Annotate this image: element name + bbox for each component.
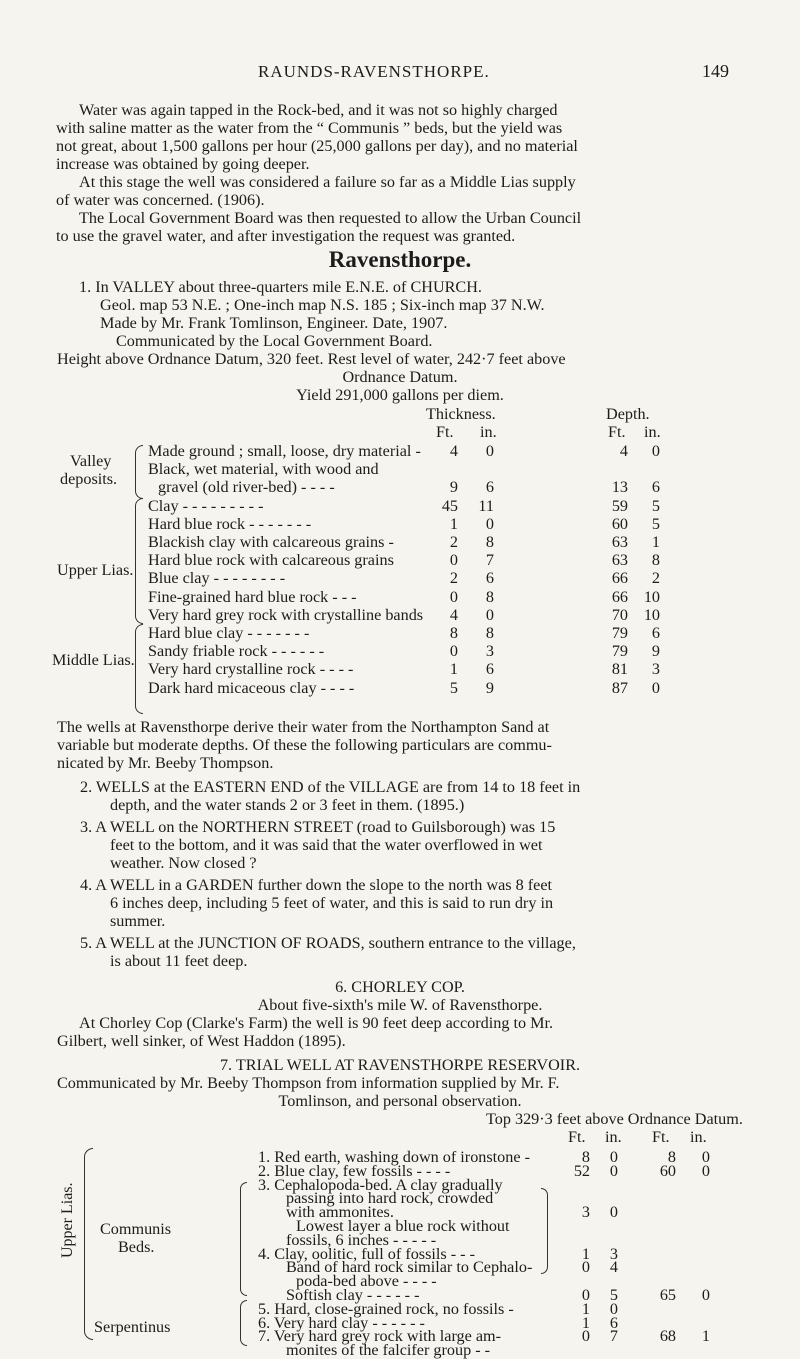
intro-line: The Local Government Board was then requested to allow the Urban Council [79, 209, 582, 227]
chorley-line: About five-sixth's mile W. of Ravensthorpe. [257, 996, 543, 1014]
d-ft-value: 4 [619, 442, 628, 460]
in-header: in. [644, 423, 661, 441]
d-in-value: 10 [643, 605, 660, 624]
t-in-value: 6 [485, 478, 494, 497]
intro-line: not great, about 1,500 gallons per hour (25,000 gallons per day), and no material [56, 137, 578, 155]
layer-description: Hard blue rock - - - - - - - [148, 514, 312, 533]
in-header: in. [690, 1128, 707, 1146]
t-in-value: 0 [485, 514, 494, 533]
wells-line: feet to the bottom, and it was said that the water overflowed in wet [110, 836, 543, 854]
well1-line: 1. In VALLEY about three-quarters mile E.N.E. of CHURCH. [79, 278, 482, 296]
layer-description: Fine-grained hard blue rock - - - [148, 587, 357, 606]
well1-line: Communicated by the Local Government Board. [116, 332, 433, 350]
d-ft-value: 79 [611, 642, 628, 661]
t-in-value: 0 [485, 442, 494, 460]
t-ft-value: 0 [581, 1286, 590, 1304]
t-ft-value: 0 [449, 587, 458, 606]
intro-line: with saline matter as the water from the “ Communis ” beds, but the yield was [56, 119, 563, 137]
t-ft-value: 4 [449, 605, 458, 624]
trial-heading: 7. TRIAL WELL AT RAVENSTHORPE RESERVOIR. [219, 1056, 581, 1074]
d-in-value: 1 [701, 1327, 710, 1346]
ft-header: Ft. [436, 423, 454, 441]
d-in-value: 9 [651, 642, 660, 661]
d-in-value: 10 [643, 587, 660, 606]
t-in-value: 6 [609, 1313, 618, 1332]
d-in-value: 1 [651, 533, 660, 551]
t-ft-value: 45 [441, 496, 458, 515]
wells-line: weather. Now closed ? [110, 854, 257, 872]
d-ft-value: 63 [611, 533, 628, 551]
t-ft-value: 1 [581, 1299, 590, 1318]
layer-description: poda-bed above - - - - [296, 1272, 437, 1291]
communis-bracket [240, 1182, 247, 1296]
t-in-value: 4 [609, 1258, 618, 1277]
t-in-value: 8 [485, 533, 494, 551]
layer-description: 3. Cephalopoda-bed. A clay gradually [258, 1175, 503, 1194]
t-ft-value: 4 [449, 442, 458, 460]
t-in-value: 7 [485, 551, 494, 570]
d-ft-value: 70 [611, 605, 628, 624]
d-ft-value: 66 [611, 569, 628, 588]
t-in-value: 5 [609, 1286, 618, 1304]
d-ft-value: 66 [611, 587, 628, 606]
d-in-value: 8 [651, 551, 660, 570]
serpentinus-bracket [240, 1300, 247, 1346]
layer-description: Hard blue clay - - - - - - - [148, 624, 310, 642]
t-in-value: 6 [485, 660, 494, 679]
d-in-value: 6 [651, 478, 660, 497]
layer-description: Softish clay - - - - - - [286, 1286, 420, 1304]
d-ft-value: 87 [611, 678, 628, 697]
intro-line: At this stage the well was considered a failure so far as a Middle Lias supply [79, 173, 576, 191]
t-ft-value: 3 [581, 1203, 590, 1222]
layer-description: Blackish clay with calcareous grains - [148, 533, 394, 551]
t-ft-value: 2 [449, 533, 458, 551]
t-in-value: 9 [485, 678, 494, 697]
d-in-value: 5 [651, 496, 660, 515]
middle-lias-bracket [135, 624, 143, 714]
t-ft-value: 1 [581, 1244, 590, 1263]
layer-description: Band of hard rock similar to Cephalo- [286, 1258, 533, 1277]
t-ft-value: 8 [581, 1148, 590, 1166]
group-label: deposits. [60, 470, 118, 488]
wells-line: variable but moderate depths. Of these the following particulars are commu- [57, 736, 552, 754]
layer-description: Blue clay - - - - - - - - [148, 569, 286, 588]
d-ft-value: 79 [611, 624, 628, 642]
layer-description: passing into hard rock, crowded [286, 1189, 494, 1208]
layer-description: Hard blue rock with calcareous grains [148, 551, 394, 570]
depth-header: Depth. [606, 405, 650, 423]
wells-line: depth, and the water stands 2 or 3 feet in them. (1895.) [110, 796, 465, 814]
well1-line: Geol. map 53 N.E. ; One-inch map N.S. 185 ; Six-inch map 37 N.W. [100, 296, 545, 314]
ft-header: Ft. [652, 1128, 670, 1146]
t-in-value: 8 [485, 624, 494, 642]
trial-line: Communicated by Mr. Beeby Thompson from information supplied by Mr. F. [57, 1074, 560, 1092]
t-in-value: 0 [485, 605, 494, 624]
d-in-value: 0 [701, 1148, 710, 1166]
t-ft-value: 8 [449, 624, 458, 642]
upper-lias-bracket [135, 498, 143, 624]
d-ft-value: 63 [611, 551, 628, 570]
valley-bracket [135, 445, 143, 499]
wells-line: 5. A WELL at the JUNCTION OF ROADS, southern entrance to the village, [80, 934, 576, 952]
d-ft-value: 60 [659, 1161, 676, 1180]
t-in-value: 0 [609, 1299, 618, 1318]
layer-description: monites of the falcifer group - - [286, 1341, 491, 1359]
layer-description: 2. Blue clay, few fossils - - - - [258, 1161, 451, 1180]
well1-line: Yield 291,000 gallons per diem. [296, 386, 504, 404]
layer-description: Lowest layer a blue rock without [296, 1217, 510, 1235]
group-label: Beds. [118, 1238, 155, 1256]
d-ft-value: 60 [611, 514, 628, 533]
d-in-value: 5 [651, 514, 660, 533]
upper-lias-bracket [84, 1148, 93, 1340]
d-in-value: 0 [701, 1286, 710, 1304]
wells-line: 3. A WELL on the NORTHERN STREET (road to Guilsborough) was 15 [80, 818, 556, 836]
cephalopoda-bracket [541, 1188, 548, 1274]
layer-description: fossils, 6 inches - - - - - [286, 1230, 437, 1249]
ft-header: Ft. [568, 1128, 586, 1146]
wells-line: The wells at Ravensthorpe derive their water from the Northampton Sand at [57, 718, 550, 736]
t-in-value: 3 [485, 642, 494, 661]
d-in-value: 2 [651, 569, 660, 588]
thickness-header: Thickness. [426, 405, 496, 423]
layer-description: Very hard grey rock with crystalline bands [148, 605, 424, 624]
t-ft-value: 1 [449, 514, 458, 533]
well1-line: Ordnance Datum. [342, 368, 458, 386]
d-ft-value: 59 [611, 496, 628, 515]
layer-description: with ammonites. [286, 1203, 394, 1222]
t-in-value: 0 [609, 1161, 618, 1180]
layer-description: Dark hard micaceous clay - - - - [148, 678, 355, 697]
t-ft-value: 1 [449, 660, 458, 679]
wells-line: 6 inches deep, including 5 feet of water, and this is said to run dry in [110, 894, 554, 912]
chorley-line: Gilbert, well sinker, of West Haddon (1895). [57, 1032, 346, 1050]
well1-line: Made by Mr. Frank Tomlinson, Engineer. Date, 1907. [100, 314, 448, 332]
group-label: Upper Lias. [57, 561, 134, 579]
layer-description: Made ground ; small, loose, dry material - [148, 442, 421, 460]
t-in-value: 6 [485, 569, 494, 588]
wells-line: is about 11 feet deep. [110, 952, 248, 970]
group-label: Valley [70, 452, 112, 470]
t-in-value: 8 [485, 587, 494, 606]
layer-description: gravel (old river-bed) - - - - [158, 478, 335, 497]
t-in-value: 7 [609, 1327, 618, 1346]
d-ft-value: 81 [611, 660, 628, 679]
t-ft-value: 5 [449, 678, 458, 697]
layer-description: Sandy friable rock - - - - - - [148, 642, 325, 661]
layer-description: 5. Hard, close-grained rock, no fossils - [258, 1299, 514, 1318]
layer-description: 1. Red earth, washing down of ironstone - [258, 1148, 530, 1166]
in-header: in. [480, 423, 497, 441]
intro-line: to use the gravel water, and after investigation the request was granted. [56, 227, 516, 245]
group-label: Serpentinus [94, 1318, 171, 1336]
well1-line: Height above Ordnance Datum, 320 feet. Rest level of water, 242·7 feet above [57, 350, 566, 368]
t-in-value: 3 [609, 1244, 618, 1263]
t-ft-value: 0 [581, 1327, 590, 1346]
d-in-value: 3 [651, 660, 660, 679]
t-in-value: 11 [478, 496, 494, 515]
page-number: 149 [702, 61, 729, 81]
t-ft-value: 0 [449, 642, 458, 661]
wells-line: 4. A WELL in a GARDEN further down the slope to the north was 8 feet [80, 876, 553, 894]
d-ft-value: 65 [659, 1286, 676, 1304]
wells-line: summer. [110, 912, 166, 930]
group-label: Communis [100, 1220, 172, 1238]
t-ft-value: 0 [449, 551, 458, 570]
layer-description: Clay - - - - - - - - - [148, 496, 264, 515]
d-in-value: 6 [651, 624, 660, 642]
d-ft-value: 8 [667, 1148, 676, 1166]
trial-line: Top 329·3 feet above Ordnance Datum. [486, 1110, 743, 1128]
t-ft-value: 52 [573, 1161, 590, 1180]
d-ft-value: 13 [611, 478, 628, 497]
layer-description: 6. Very hard clay - - - - - - [258, 1313, 425, 1332]
intro-line: increase was obtained by going deeper. [56, 155, 310, 173]
layer-description: 4. Clay, oolitic, full of fossils - - - [258, 1244, 476, 1263]
t-in-value: 0 [609, 1203, 618, 1222]
d-ft-value: 68 [659, 1327, 676, 1346]
layer-description: Very hard crystalline rock - - - - [148, 660, 354, 679]
d-in-value: 0 [651, 678, 660, 697]
chorley-heading: 6. CHORLEY COP. [335, 978, 465, 996]
ft-header: Ft. [608, 423, 626, 441]
t-ft-value: 0 [581, 1258, 590, 1277]
upper-lias-side-label: Upper Lias. [59, 1182, 76, 1258]
layer-description: 7. Very hard grey rock with large am- [258, 1327, 502, 1346]
d-in-value: 0 [701, 1161, 710, 1180]
t-in-value: 0 [609, 1148, 618, 1166]
t-ft-value: 1 [581, 1313, 590, 1332]
chorley-line: At Chorley Cop (Clarke's Farm) the well is 90 feet deep according to Mr. [79, 1014, 554, 1032]
trial-line: Tomlinson, and personal observation. [278, 1092, 522, 1110]
group-label: Middle Lias. [52, 651, 135, 669]
layer-description: Black, wet material, with wood and [148, 460, 379, 479]
running-title: RAUNDS-RAVENSTHORPE. [258, 62, 490, 81]
t-ft-value: 9 [449, 478, 458, 497]
t-ft-value: 2 [449, 569, 458, 588]
section-title: Ravensthorpe. [328, 247, 472, 272]
in-header: in. [605, 1128, 622, 1146]
intro-line: of water was concerned. (1906). [56, 191, 265, 209]
wells-line: 2. WELLS at the EASTERN END of the VILLAGE are from 14 to 18 feet in [80, 778, 581, 796]
wells-line: nicated by Mr. Beeby Thompson. [57, 754, 274, 772]
intro-line: Water was again tapped in the Rock-bed, and it was not so highly charged [79, 101, 558, 119]
d-in-value: 0 [651, 442, 660, 460]
